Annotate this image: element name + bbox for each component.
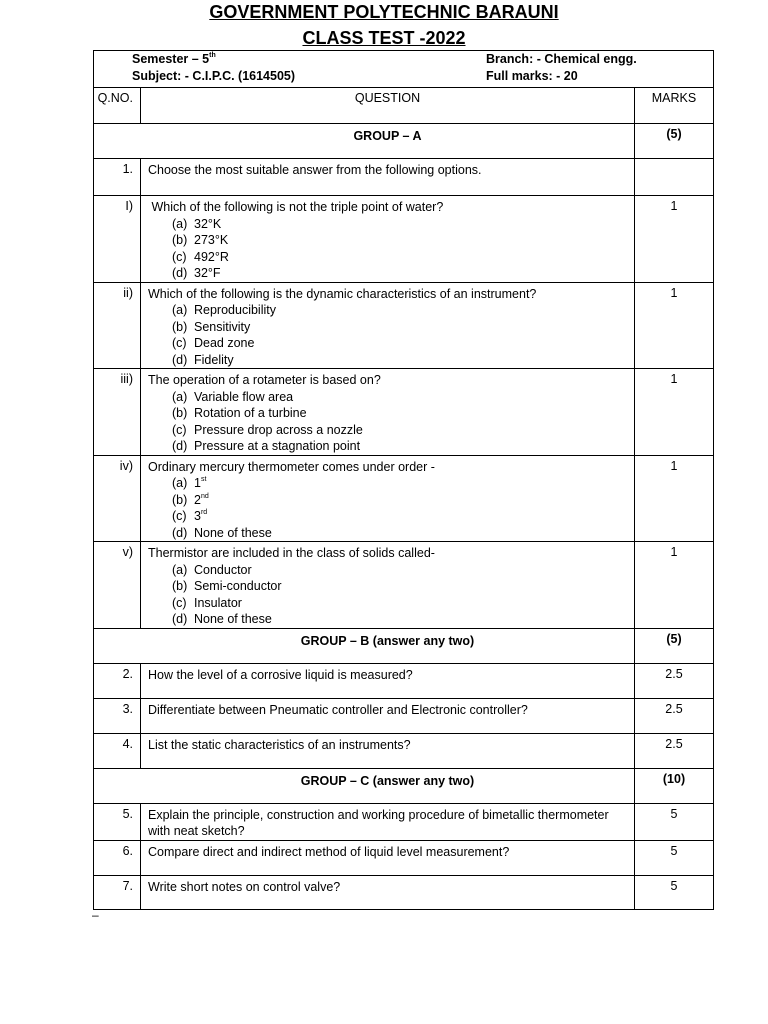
option-text: 32°K xyxy=(194,216,222,231)
option-text: 273°K xyxy=(194,233,229,247)
question-cell xyxy=(141,282,635,369)
mcq-row xyxy=(94,455,714,542)
group-a-title: GROUP – A xyxy=(94,124,635,159)
option-label: (a) xyxy=(172,562,188,577)
instruction-number: 1. xyxy=(94,159,141,196)
question-paper-table xyxy=(93,50,714,910)
option-label: (c) xyxy=(172,249,187,264)
option-text: 1 xyxy=(194,476,201,490)
question-cell xyxy=(141,542,635,629)
question-text: The operation of a rotameter is based on? xyxy=(148,373,381,387)
paper-info-row xyxy=(94,51,714,88)
option-text: Conductor xyxy=(194,562,252,577)
group-c-marks: (10) xyxy=(634,768,713,803)
question-number: iv) xyxy=(94,455,141,542)
group-b-header-row xyxy=(94,628,714,663)
option-superscript: st xyxy=(200,476,207,483)
option-item xyxy=(172,335,634,352)
instruction-text: Choose the most suitable answer from the following options. xyxy=(141,159,635,196)
question-marks: 1 xyxy=(634,542,713,629)
option-label: (b) xyxy=(172,406,188,420)
option-label: (b) xyxy=(172,319,188,334)
option-label: (c) xyxy=(172,509,187,523)
mcq-row xyxy=(94,282,714,369)
option-item xyxy=(172,249,634,266)
question-marks: 1 xyxy=(634,282,713,369)
option-text: 492°R xyxy=(194,249,229,264)
question-marks: 2.5 xyxy=(634,663,713,698)
option-text: Variable flow area xyxy=(194,389,294,404)
option-label: (d) xyxy=(172,266,188,280)
option-label: (a) xyxy=(172,303,188,317)
full-marks-label: Full marks: - 20 xyxy=(486,69,578,83)
question-marks: 5 xyxy=(634,803,713,840)
option-item xyxy=(172,578,634,595)
option-text: None of these xyxy=(194,612,272,626)
option-item xyxy=(172,405,634,422)
question-number: I) xyxy=(94,196,141,283)
institute-title: GOVERNMENT POLYTECHNIC BARAUNI xyxy=(209,2,559,22)
question-marks: 2.5 xyxy=(634,733,713,768)
option-label: (b) xyxy=(172,233,188,247)
question-row xyxy=(94,733,714,768)
option-text: 3 xyxy=(194,509,201,523)
option-list xyxy=(172,562,634,628)
option-label: (a) xyxy=(172,216,188,231)
question-row xyxy=(94,663,714,698)
option-label: (d) xyxy=(172,525,188,540)
option-label: (c) xyxy=(172,595,187,610)
option-text: Sensitivity xyxy=(194,319,251,334)
question-text: Thermistor are included in the class of solids called- xyxy=(148,546,435,560)
option-label: (a) xyxy=(172,476,188,490)
question-number: iii) xyxy=(94,369,141,456)
question-text: List the static characteristics of an instruments? xyxy=(141,733,635,768)
question-row xyxy=(94,698,714,733)
instruction-row xyxy=(94,159,714,196)
option-item xyxy=(172,562,634,579)
question-text: Write short notes on control valve? xyxy=(141,875,635,909)
option-superscript: rd xyxy=(200,509,208,516)
option-item xyxy=(172,595,634,612)
option-item xyxy=(172,216,634,233)
option-label: (b) xyxy=(172,579,188,593)
question-marks: 5 xyxy=(634,840,713,875)
column-header-row xyxy=(94,88,714,124)
option-item xyxy=(172,475,634,492)
option-text: None of these xyxy=(194,525,272,540)
group-b-title: GROUP – B (answer any two) xyxy=(94,628,635,663)
option-text: Dead zone xyxy=(194,336,255,350)
question-text: Which of the following is not the triple point of water? xyxy=(148,200,444,214)
option-text: Rotation of a turbine xyxy=(194,406,307,420)
option-label: (d) xyxy=(172,439,188,453)
semester-label: Semester – 5th xyxy=(132,52,216,66)
question-number: 7. xyxy=(94,875,141,909)
option-item xyxy=(172,508,634,525)
footer-dash: – xyxy=(92,908,99,922)
col-marks-header: MARKS xyxy=(634,88,713,124)
option-text: Pressure at a stagnation point xyxy=(194,439,361,453)
option-item xyxy=(172,389,634,406)
group-c-header-row xyxy=(94,768,714,803)
option-item xyxy=(172,232,634,249)
option-text: 2 xyxy=(194,492,201,507)
option-label: (d) xyxy=(172,352,188,367)
question-number: 2. xyxy=(94,663,141,698)
question-number: 4. xyxy=(94,733,141,768)
option-superscript: nd xyxy=(200,492,209,500)
option-item xyxy=(172,352,634,369)
col-qno-header: Q.NO. xyxy=(94,88,141,124)
question-cell xyxy=(141,196,635,283)
question-marks: 1 xyxy=(634,455,713,542)
group-a-marks: (5) xyxy=(634,124,713,159)
question-number: 5. xyxy=(94,803,141,840)
question-number: 3. xyxy=(94,698,141,733)
question-number: v) xyxy=(94,542,141,629)
question-text: Ordinary mercury thermometer comes under order - xyxy=(148,459,435,474)
option-item xyxy=(172,319,634,336)
question-text: Differentiate between Pneumatic controller and Electronic controller? xyxy=(141,698,635,733)
question-cell xyxy=(141,369,635,456)
exam-title: CLASS TEST -2022 xyxy=(302,28,466,48)
question-row xyxy=(94,840,714,875)
mcq-row xyxy=(94,369,714,456)
option-text: Reproducibility xyxy=(194,303,276,317)
option-list xyxy=(172,216,634,282)
option-list xyxy=(172,302,634,368)
question-text: Compare direct and indirect method of liquid level measurement? xyxy=(141,840,635,875)
question-cell xyxy=(141,455,635,542)
option-label: (b) xyxy=(172,492,188,507)
option-label: (c) xyxy=(172,336,187,350)
option-label: (d) xyxy=(172,612,188,626)
instruction-marks xyxy=(634,159,713,196)
question-marks: 5 xyxy=(634,875,713,909)
option-item xyxy=(172,611,634,628)
option-text: 32°F xyxy=(194,266,221,280)
question-marks: 1 xyxy=(634,369,713,456)
question-text: Explain the principle, construction and working procedure of bimetallic thermometer with neat sketch? xyxy=(141,803,635,840)
option-list xyxy=(172,475,634,541)
option-text: Semi-conductor xyxy=(194,579,282,593)
col-question-header: QUESTION xyxy=(141,88,635,124)
question-marks: 2.5 xyxy=(634,698,713,733)
group-a-header-row xyxy=(94,124,714,159)
question-row xyxy=(94,803,714,840)
option-text: Insulator xyxy=(194,595,242,610)
subject-label: Subject: - C.I.P.C. (1614505) xyxy=(132,69,296,83)
option-text: Fidelity xyxy=(194,352,234,367)
mcq-row xyxy=(94,542,714,629)
question-text: Which of the following is the dynamic characteristics of an instrument? xyxy=(148,286,537,301)
question-text: How the level of a corrosive liquid is measured? xyxy=(141,663,635,698)
question-number: 6. xyxy=(94,840,141,875)
group-c-title: GROUP – C (answer any two) xyxy=(94,768,635,803)
option-label: (a) xyxy=(172,389,188,404)
option-label: (c) xyxy=(172,422,187,437)
option-item xyxy=(172,492,634,509)
group-b-marks: (5) xyxy=(634,628,713,663)
option-text: Pressure drop across a nozzle xyxy=(194,422,363,437)
option-item xyxy=(172,422,634,439)
option-item xyxy=(172,265,634,282)
option-item xyxy=(172,438,634,455)
question-marks: 1 xyxy=(634,196,713,283)
mcq-row xyxy=(94,196,714,283)
option-list xyxy=(172,389,634,455)
question-number: ii) xyxy=(94,282,141,369)
option-item xyxy=(172,525,634,542)
question-row xyxy=(94,875,714,909)
branch-label: Branch: - Chemical engg. xyxy=(486,52,637,66)
option-item xyxy=(172,302,634,319)
